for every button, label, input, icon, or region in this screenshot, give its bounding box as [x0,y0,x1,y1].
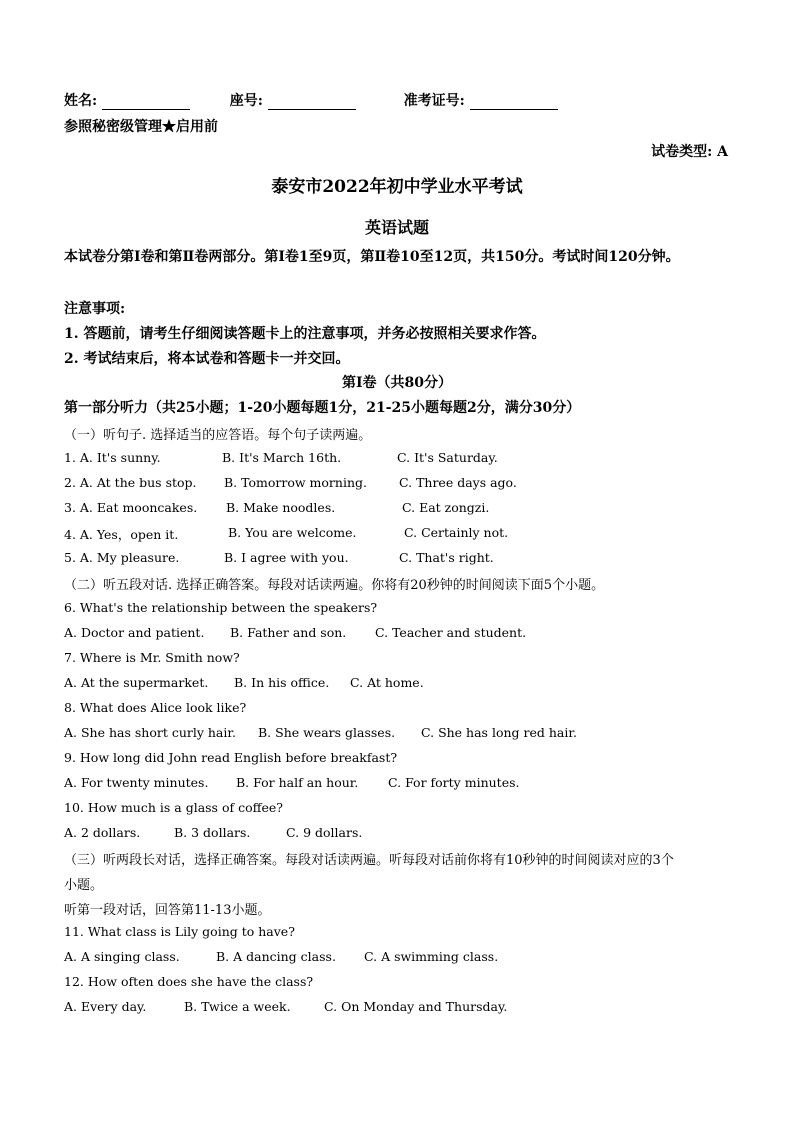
option-b: B. 3 dollars. [174,825,251,840]
part1-heading: 第一部分听力（共25小题；1-20小题每题1分，21-25小题每题2分，满分30分） [64,400,581,416]
option-b: B. I agree with you. [224,550,349,565]
option-a: 5. A. My pleasure. [64,550,180,565]
option-a: A. For twenty minutes. [64,775,209,790]
option-c: C. At home. [350,675,424,690]
option-c: C. Teacher and student. [375,625,527,640]
option-a: A. She has short curly hair. [64,725,236,740]
option-b: B. A dancing class. [216,949,336,964]
exam-intro: 本试卷分第Ⅰ卷和第Ⅱ卷两部分。第Ⅰ卷1至9页，第Ⅱ卷10至12页，共150分。考试时间120分钟。 [64,249,680,265]
section2-instruction: （二）听五段对话. 选择正确答案。每段对话读两遍。你将有20秒钟的时间阅读下面5个小题。 [64,578,605,593]
option-a: A. Doctor and patient. [64,625,205,640]
exam-title: 泰安市2022年初中学业水平考试 [271,177,523,197]
option-a: A. A singing class. [64,949,180,964]
option-b: B. Twice a week. [184,999,291,1014]
confidential-notice: 参照秘密级管理★启用前 [64,119,218,135]
candidate-info-row [64,90,558,110]
option-a: 3. A. Eat mooncakes. [64,500,198,515]
option-c: C. On Monday and Thursday. [324,999,508,1014]
exam-subtitle: 英语试题 [364,218,429,237]
option-c: C. For forty minutes. [388,775,520,790]
option-b: B. It's March 16th. [222,450,342,465]
option-c: C. Three days ago. [399,475,517,490]
question-stem: 10. How much is a glass of coffee? [64,800,283,815]
option-c: C. Certainly not. [404,525,509,540]
question-stem: 6. What's the relationship between the speakers? [64,600,378,615]
note-2: 2. 考试结束后，将本试卷和答题卡一并交回。 [64,351,350,367]
question-stem: 9. How long did John read English before breakfast? [64,750,398,765]
question-stem: 7. Where is Mr. Smith now? [64,650,240,665]
note-1: 1. 答题前，请考生仔细阅读答题卡上的注意事项，并务必按照相关要求作答。 [64,326,546,342]
option-b: B. For half an hour. [236,775,359,790]
section3-instruction: （三）听两段长对话，选择正确答案。每段对话读两遍。听每段对话前你将有10秒钟的时间阅读对应的3个 [64,853,674,868]
exam-number-blank [470,95,558,110]
volume-heading: 第Ⅰ卷（共80分） [341,375,453,391]
option-b: B. Tomorrow morning. [224,475,367,490]
option-a: 4. A. Yes，open it. [64,527,179,542]
option-c: C. 9 dollars. [286,825,363,840]
option-c: C. That's right. [399,550,494,565]
option-b: B. Father and son. [230,625,347,640]
option-a: A. 2 dollars. [64,825,141,840]
option-b: B. You are welcome. [228,525,357,540]
option-c: C. She has long red hair. [421,725,577,740]
seat-blank [268,95,356,110]
notes-title: 注意事项: [64,301,126,317]
seat-label: 座号: [229,93,263,109]
option-a: A. At the supermarket. [64,675,209,690]
exam-number-label: 准考证号: [403,93,465,109]
option-c: C. It's Saturday. [397,450,498,465]
section1-instruction: （一）听句子. 选择适当的应答语。每个句子读两遍。 [64,428,372,443]
question-stem: 8. What does Alice look like? [64,700,247,715]
option-c: C. A swimming class. [364,949,499,964]
question-stem: 11. What class is Lily going to have? [64,924,295,939]
option-b: B. In his office. [234,675,330,690]
section3-subheading: 听第一段对话，回答第11-13小题。 [64,903,271,918]
option-b: B. Make noodles. [226,500,336,515]
question-stem: 12. How often does she have the class? [64,974,314,989]
paper-type: 试卷类型: A [651,144,728,160]
option-b: B. She wears glasses. [258,725,396,740]
name-blank [102,95,190,110]
option-a: 1. A. It's sunny. [64,450,161,465]
name-label: 姓名: [64,93,98,109]
section3-instruction-cont: 小题。 [64,878,104,893]
option-a: 2. A. At the bus stop. [64,475,197,490]
option-c: C. Eat zongzi. [402,500,490,515]
option-a: A. Every day. [64,999,147,1014]
